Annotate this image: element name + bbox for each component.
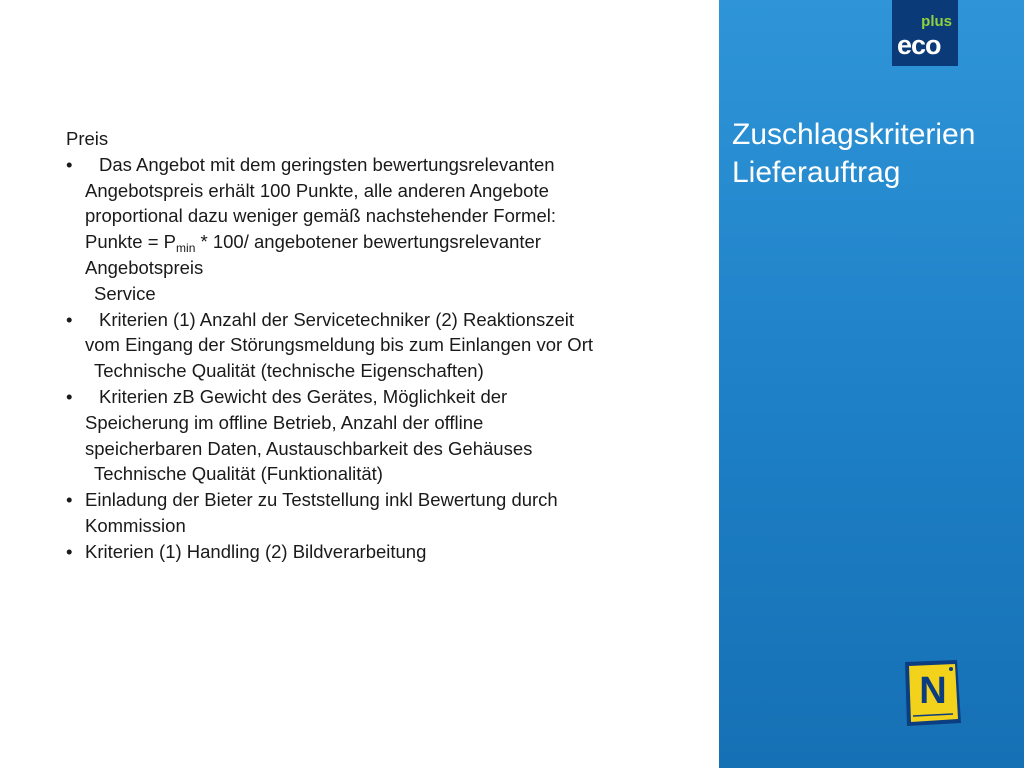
bullet-icon: • bbox=[66, 489, 73, 511]
preis-bullet-continuation bbox=[66, 203, 706, 229]
preis-bullet-line2: Angebotspreis erhält 100 Punkte, alle anderen Angebote bbox=[85, 179, 549, 201]
formula-line bbox=[66, 229, 706, 255]
ecoplus-eco-text: eco bbox=[897, 30, 941, 60]
preis-heading: Preis bbox=[66, 128, 109, 149]
service-bullet bbox=[66, 307, 706, 333]
tech-bullet-line2: Speicherung im offline Betrieb, Anzahl der offline bbox=[85, 411, 484, 433]
ecoplus-logo bbox=[892, 0, 958, 66]
tech-bullet-continuation bbox=[66, 410, 706, 436]
slide-title-line1: Zuschlagskriterien bbox=[732, 118, 976, 151]
region-logo bbox=[903, 660, 961, 726]
tech-bullet bbox=[66, 384, 706, 410]
region-logo-letter: N bbox=[919, 670, 947, 712]
ecoplus-plus-text: plus bbox=[921, 13, 952, 30]
service-bullet-line2: vom Eingang der Störungsmeldung bis zum Einlangen vor Ort bbox=[85, 334, 593, 356]
formula-suffix: * 100/ angebotener bewertungsrelevanter bbox=[195, 231, 541, 253]
bullet-icon: • bbox=[66, 540, 73, 562]
preis-bullet-line3: proportional dazu weniger gemäß nachstehender Formel: bbox=[85, 205, 556, 227]
funktion-bullet-1 bbox=[66, 487, 706, 513]
preis-bullet bbox=[66, 152, 706, 178]
bullet-icon: • bbox=[66, 153, 73, 175]
service-bullet-continuation bbox=[66, 332, 706, 358]
funktion-bullet1-line1: Einladung der Bieter zu Teststellung inkl Bewertung durch bbox=[85, 489, 558, 511]
bullet-icon: • bbox=[66, 385, 73, 407]
formula-prefix: Punkte = P bbox=[85, 231, 177, 253]
slide-title-line2: Lieferauftrag bbox=[732, 156, 901, 189]
preis-bullet-continuation bbox=[66, 178, 706, 204]
tech-funktion-heading: Technische Qualität (Funktionalität) bbox=[94, 463, 383, 485]
funktion-bullet2-line1: Kriterien (1) Handling (2) Bildverarbeitung bbox=[85, 540, 427, 562]
service-heading-row bbox=[66, 281, 706, 307]
bullet-icon: • bbox=[66, 308, 73, 330]
tech-bullet-continuation bbox=[66, 436, 706, 462]
preis-bullet-continuation bbox=[66, 255, 706, 281]
tech-eigenschaften-heading-row bbox=[66, 358, 706, 384]
tech-funktion-heading-row bbox=[66, 461, 706, 487]
service-bullet-line1: Kriterien (1) Anzahl der Servicetechniker (2) Reaktionszeit bbox=[99, 308, 575, 330]
region-logo-icon bbox=[903, 660, 961, 726]
formula-subscript: min bbox=[176, 241, 196, 256]
preis-bullet-line5: Angebotspreis bbox=[85, 256, 204, 278]
service-heading: Service bbox=[94, 282, 156, 304]
slide-body bbox=[66, 126, 706, 565]
funktion-bullet-2 bbox=[66, 539, 706, 565]
slide-title bbox=[732, 116, 1022, 192]
tech-bullet-line1: Kriterien zB Gewicht des Gerätes, Möglichkeit der bbox=[99, 385, 508, 407]
funktion-bullet1-line2: Kommission bbox=[85, 514, 186, 536]
tech-bullet-line3: speicherbaren Daten, Austauschbarkeit des Gehäuses bbox=[85, 437, 533, 459]
preis-bullet-line1: Das Angebot mit dem geringsten bewertungsrelevanten bbox=[99, 153, 555, 175]
funktion-bullet-1-continuation bbox=[66, 513, 706, 539]
tech-eigenschaften-heading: Technische Qualität (technische Eigenschaften) bbox=[94, 360, 484, 382]
